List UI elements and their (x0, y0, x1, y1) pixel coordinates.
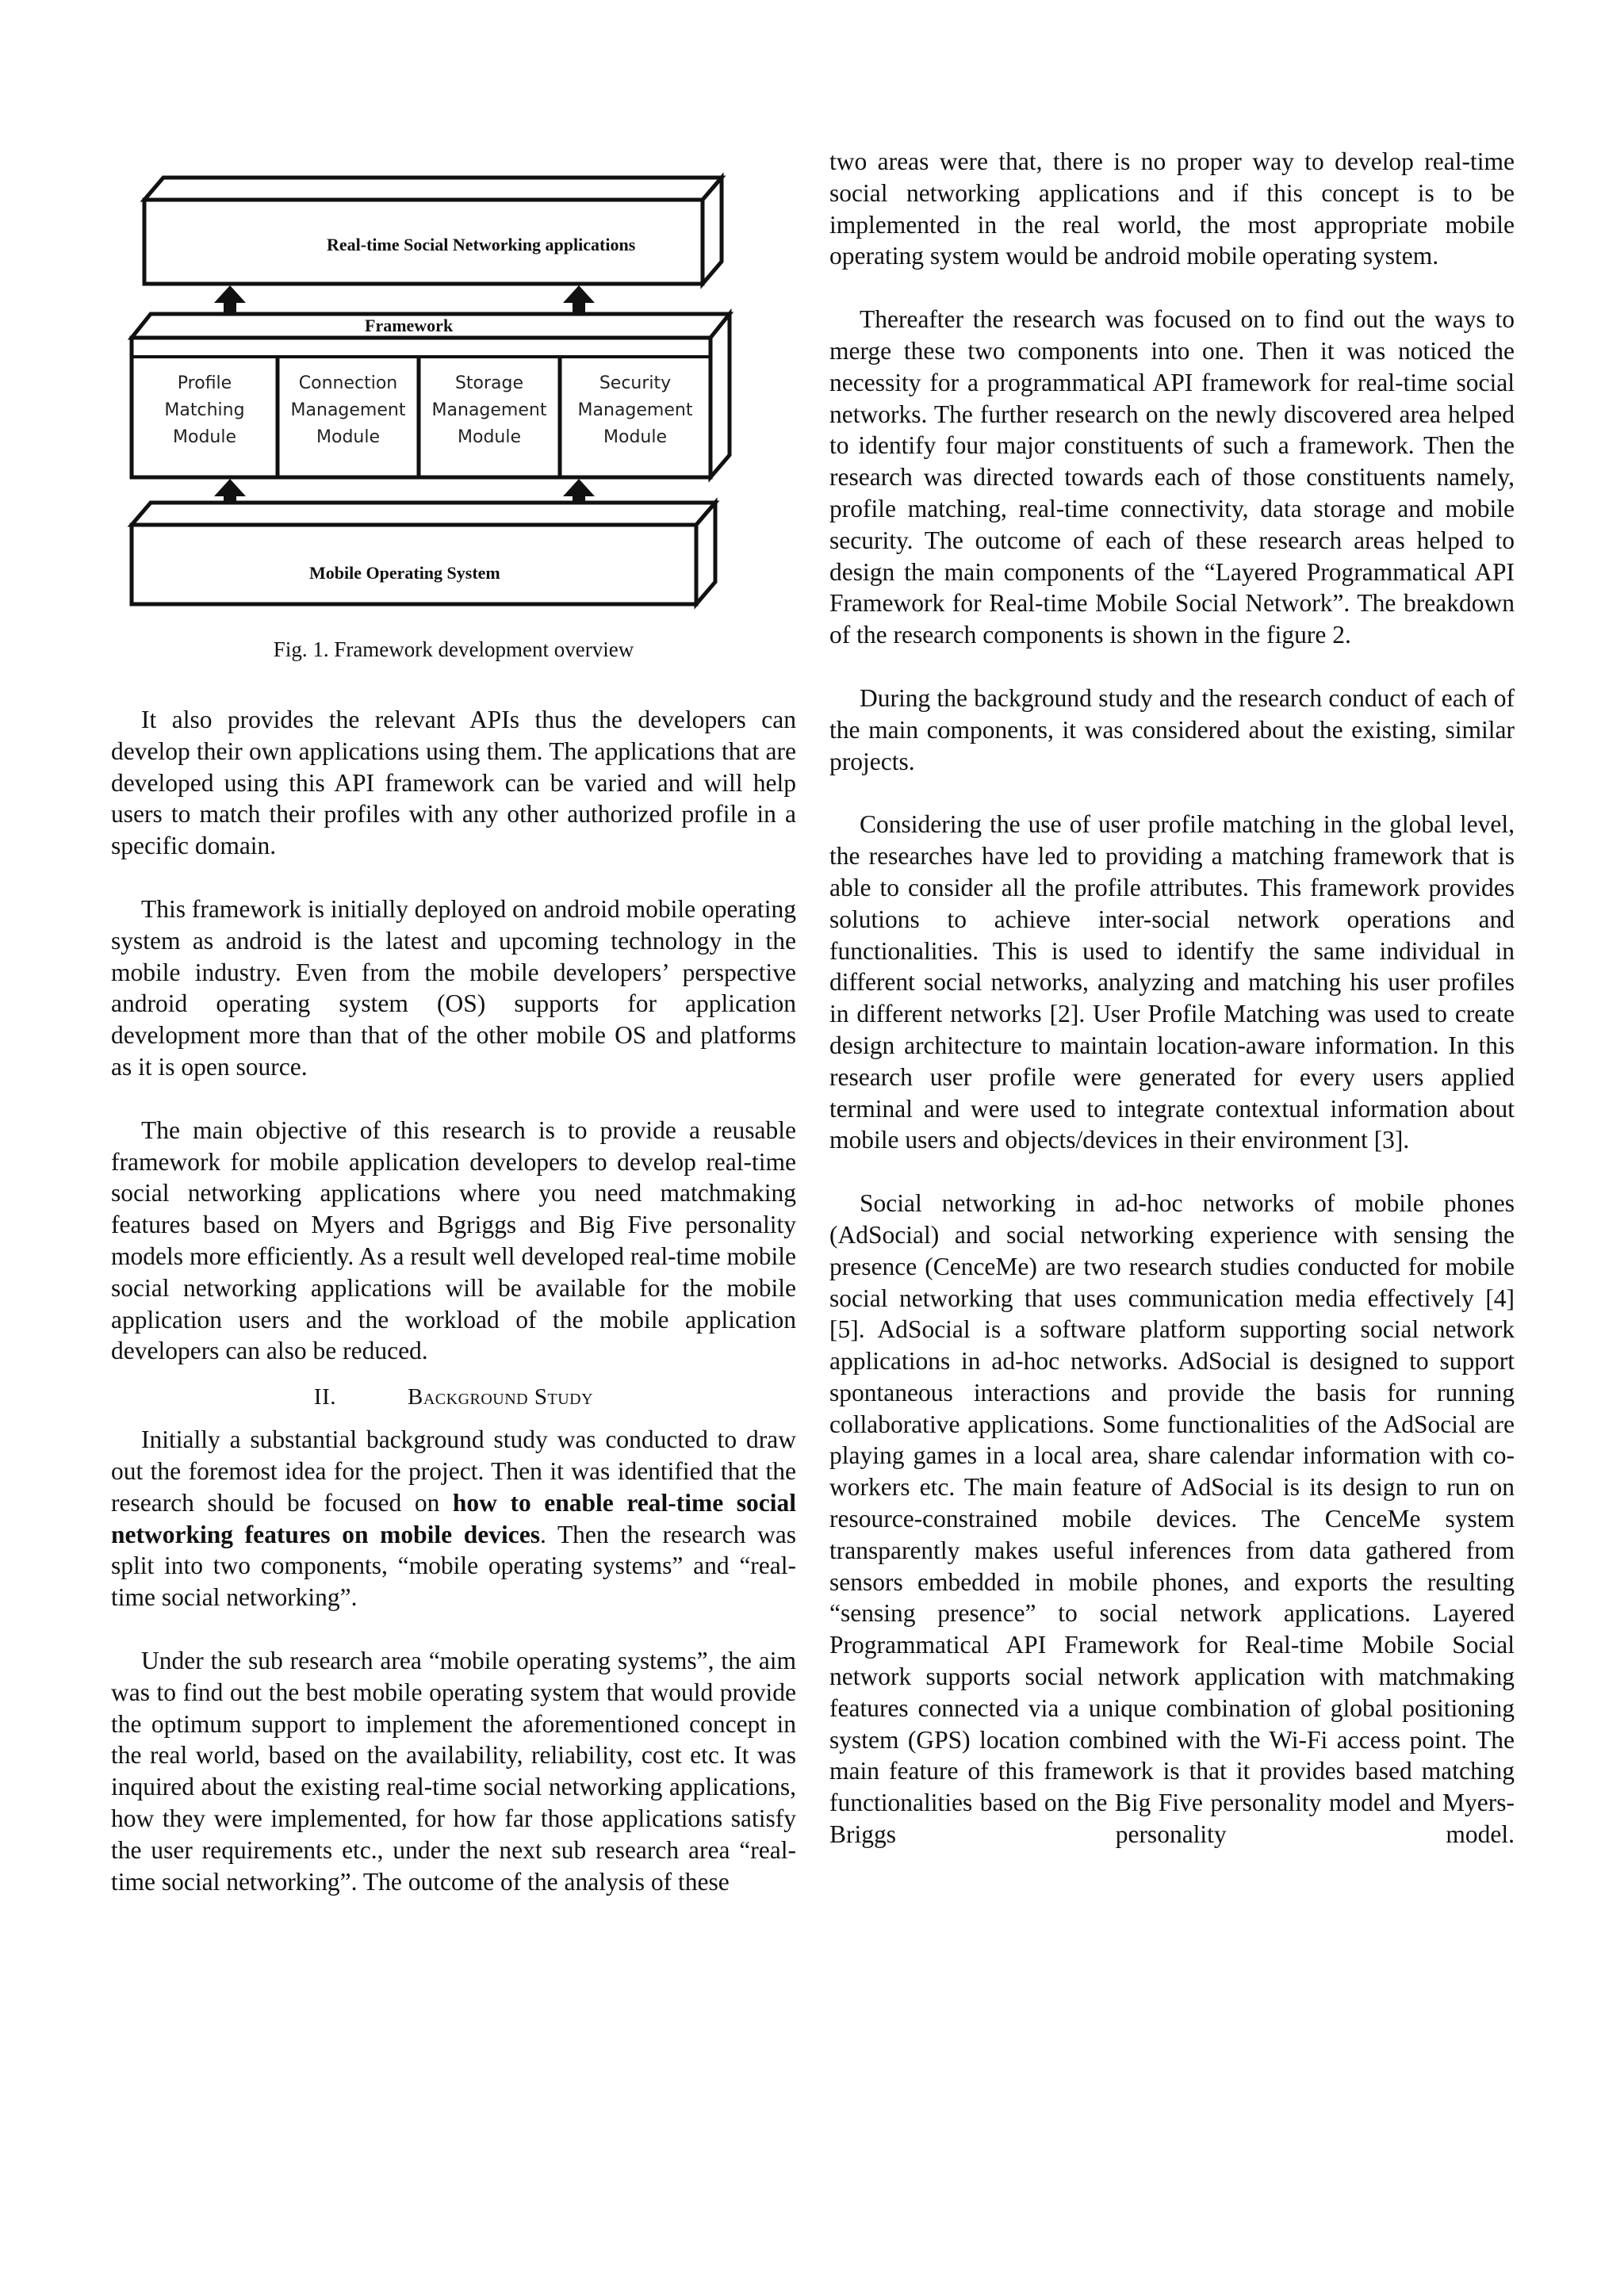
svg-text:Storage: Storage (454, 373, 524, 393)
left-column (111, 704, 796, 1897)
left-paragraph-1: It also provides the relevant APIs thus the developers can develop their own applications using them. The applications that are developed using this API framework can be varied and will help users to match their profiles with any other authorized profile in a specific domain. (111, 706, 796, 860)
svg-text:Module: Module (173, 427, 236, 447)
emphasis-text: how to enable real-time social networking features on mobile devices (111, 1488, 796, 1548)
left-paragraph-3: The main objective of this research is to provide a reusable framework for mobile application developers to develop real-time social networking applications where you need matchmaking features based on Myers and Bgriggs and Big Five personality models more efficiently. As a result well developed real-time mobile social networking applications will be available for the mobile application users and the workload of the mobile application developers can also be reduced. (111, 1115, 796, 1365)
right-paragraph-1: two areas were that, there is no proper way to develop real-time social networking applications and if this concept is to be implemented in the real world, the most appropriate mobile operating system would be android mobile operating system. (829, 147, 1515, 270)
left-paragraph-4: Initially a substantial background study was conducted to draw out the foremost idea for the project. Then it was identified that the research should be focused on how to enable real-time social networking features on mobile devices. Then the research was split into two components, “mobile operating systems” and “real-time social networking”. (111, 1425, 796, 1612)
left-paragraph-2: This framework is initially deployed on android mobile operating system as android is the latest and upcoming technology in the mobile industry. Even from the mobile developers’ perspective android operating system (OS) supports for application development more than that of the other mobile OS and platforms as it is open source. (111, 894, 796, 1081)
section-title: Background Study (408, 1384, 594, 1410)
svg-text:Module: Module (316, 427, 380, 447)
top-box (144, 178, 722, 284)
left-paragraph-5: Under the sub research area “mobile operating systems”, the aim was to find out the best mobile operating system that would provide the optimum support to implement the aforementioned concept in the real world, based on the availability, reliability, cost etc. It was inquired about the existing real-time social networking applications, how they were implemented, for how far those applications satisfy the user requirements etc., under the next sub research area “real-time social networking”. The outcome of the analysis of these (111, 1646, 796, 1896)
svg-text:Connection: Connection (298, 373, 398, 393)
top-box-label: Real-time Social Networking applications (327, 235, 636, 254)
right-column (829, 146, 1515, 1850)
svg-text:Management: Management (431, 400, 547, 420)
os-box (132, 503, 715, 604)
svg-text:Matching: Matching (164, 400, 245, 420)
os-box-label: Mobile Operating System (309, 563, 500, 583)
svg-text:Management: Management (577, 400, 693, 420)
svg-text:Profile: Profile (177, 373, 232, 393)
svg-text:Module: Module (603, 427, 667, 447)
right-paragraph-4: Considering the use of user profile matching in the global level, the researches have led to providing a matching framework that is able to consider all the profile attributes. This framework provides solutions to achieve inter-social network operations and functionalities. This is used to identify the same individual in different social networks, analyzing and matching his user profiles in different networks [2]. User Profile Matching was used to create design architecture to maintain location-aware information. In this research user profile were generated for every users applied terminal and were used to integrate contextual information about mobile users and objects/devices in their environment [3]. (829, 810, 1515, 1154)
framework-figure (119, 159, 737, 618)
framework-label: Framework (365, 316, 454, 335)
framework-diagram (119, 159, 737, 618)
svg-text:Security: Security (599, 373, 672, 393)
framework-box (132, 314, 730, 477)
figure-caption: Fig. 1. Framework development overview (273, 637, 634, 661)
svg-text:Module: Module (458, 427, 521, 447)
right-paragraph-3: During the background study and the research conduct of each of the main components, it was considered about the existing, similar projects. (829, 683, 1515, 775)
svg-text:Management: Management (290, 400, 406, 420)
section-number: II. (313, 1384, 336, 1410)
right-paragraph-5: Social networking in ad-hoc networks of mobile phones (AdSocial) and social networking experience with sensing the presence (CenceMe) are two research studies conducted for mobile social networking that uses communication media effectively [4] [5]. AdSocial is a software platform supporting social network applications in ad-hoc networks. AdSocial is designed to support spontaneous interactions and provide the basis for running collaborative applications. Some functionalities of the AdSocial are playing games in a local area, share calendar information with co-workers etc. The main feature of AdSocial is its design to run on resource-constrained mobile devices. The CenceMe system transparently makes useful inferences from data gathered from sensors embedded in mobile phones, and exports the resulting “sensing presence” to social network applications. Layered Programmatical API Framework for Real-time Mobile Social network supports social network application with matchmaking features connected via a unique combination of global positioning system (GPS) location combined with the Wi-Fi access point. The main feature of this framework is that it provides based matching functionalities based on the Big Five personality model and Myers-Briggs personality model. (829, 1189, 1515, 1849)
right-paragraph-2: Thereafter the research was focused on to find out the ways to merge these two components into one. Then it was noticed the necessity for a programmatical API framework for real-time social networks. The further research on the newly discovered area helped to identify four major constituents of such a framework. Then the research was directed towards each of those constituents namely, profile matching, real-time connectivity, data storage and mobile security. The outcome of each of these research areas helped to design the main components of the “Layered Programmatical API Framework for Real-time Mobile Social Network”. The breakdown of the research components is shown in the figure 2. (829, 305, 1515, 649)
section-heading (111, 1381, 796, 1413)
